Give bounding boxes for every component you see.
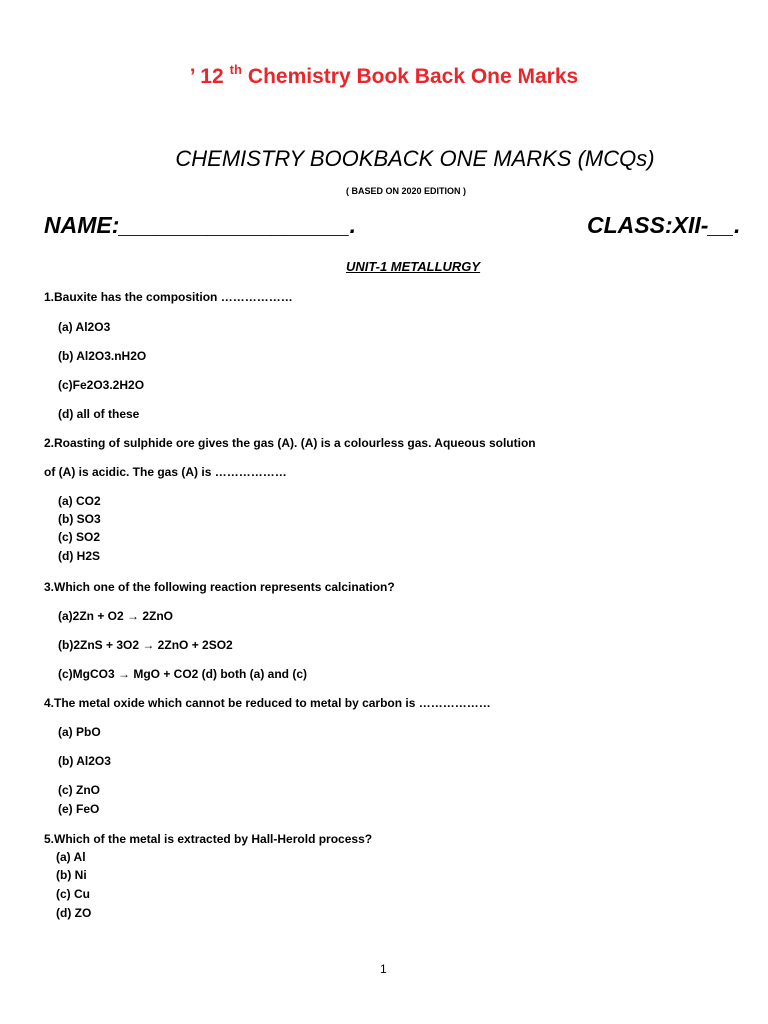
q1-option-a: (a) Al2O3 [58,320,111,334]
q4-option-e: (e) FeO [58,802,100,816]
title-main: Chemistry Book Back One Marks [247,65,579,88]
q5-option-b: (b) Ni [56,868,87,882]
q5-option-d: (d) ZO [56,906,92,920]
worksheet-heading: CHEMISTRY BOOKBACK ONE MARKS (MCQs) [175,146,655,171]
q1-option-b: (b) Al2O3.nH2O [58,349,147,363]
q2-option-c: (c) SO2 [58,530,101,544]
q4-option-b: (b) Al2O3 [58,754,111,768]
q5-option-c: (c) Cu [56,887,90,901]
question-2-line-1: 2.Roasting of sulphide ore gives the gas (A). (A) is a colourless gas. Aqueous solution [44,436,536,450]
unit-heading: UNIT-1 METALLURGY [346,259,481,274]
q3-option-c-d: (c)MgCO3 → MgO + CO2 (d) both (a) and (c) [58,667,307,681]
q2-option-a: (a) CO2 [58,494,101,508]
q3-option-b: (b)2ZnS + 3O2 → 2ZnO + 2SO2 [58,638,233,652]
q2-option-d: (d) H2S [58,549,100,563]
name-field-label: NAME:__________________. [44,212,357,238]
question-1: 1.Bauxite has the composition ……………… [44,290,293,304]
q1-option-c: (c)Fe2O3.2H2O [58,378,145,392]
question-3: 3.Which one of the following reaction represents calcination? [44,580,395,594]
title-superscript: th [229,62,242,77]
q4-option-c: (c) ZnO [58,783,100,797]
document-title [0,62,768,89]
question-2-line-2: of (A) is acidic. The gas (A) is ……………… [44,465,287,479]
page-number: 1 [380,962,387,976]
class-field-label: CLASS:XII-__. [587,212,741,238]
edition-note: ( BASED ON 2020 EDITION ) [345,186,467,196]
q1-option-d: (d) all of these [58,407,140,421]
q2-option-b: (b) SO3 [58,512,101,526]
q5-option-a: (a) Al [56,850,86,864]
q4-option-a: (a) PbO [58,725,101,739]
question-4: 4.The metal oxide which cannot be reduced to metal by carbon is ……………… [44,696,491,710]
question-5: 5.Which of the metal is extracted by Hall-Herold process? [44,832,373,846]
title-prefix: ’ 12 [189,65,224,88]
q3-option-a: (a)2Zn + O2 → 2ZnO [58,609,174,623]
